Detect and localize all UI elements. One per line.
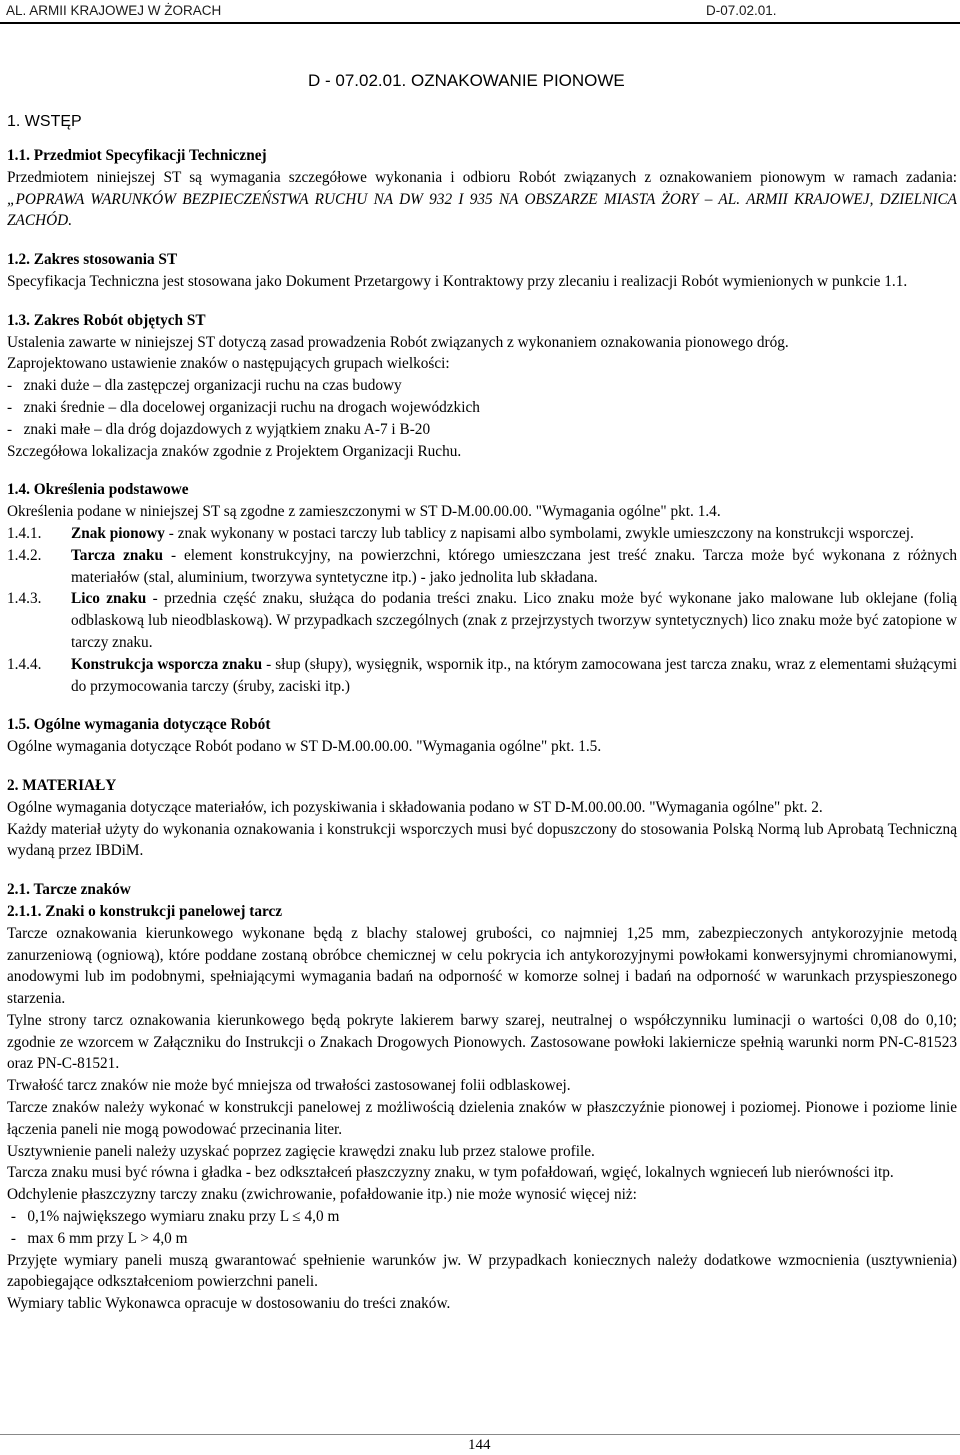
definition-number: 1.4.3. bbox=[7, 590, 42, 608]
definition-text: - przednia część znaku, służąca do podania treści znaku. Lico znaku może być wykonane jako malowane lub oklejane (folią odblaskową lub nieodblaskową). W przypadkach szczególnych (znak z przejrzystych tworzyw syntetycznych) lico znaku może być zatopione w tarczy znaku. bbox=[71, 590, 957, 651]
section-1-2-heading: 1.2. Zakres stosowania ST bbox=[7, 251, 178, 269]
definition-number: 1.4.2. bbox=[7, 546, 42, 564]
document-title: D - 07.02.01. OZNAKOWANIE PIONOWE bbox=[308, 71, 625, 90]
section-2-1-paragraph: Przyjęte wymiary paneli muszą gwarantować spełnienie warunków jw. W przypadkach koniecznych należy dodatkowe wzmocnienia (usztywnienia) zapobiegające odkształceniom powierzchni paneli. bbox=[7, 1251, 957, 1291]
section-2-1-paragraph: Tarcza znaku musi być równa i gładka - bez odkształceń płaszczyzny znaku, w tym pofałdowań, wgięć, lokalnych wgnieceń lub nierówności itp. bbox=[7, 1164, 894, 1182]
header-left: AL. ARMII KRAJOWEJ W ŻORACH bbox=[6, 3, 222, 18]
running-header bbox=[0, 0, 960, 22]
section-1-1-text bbox=[7, 167, 957, 232]
document-body bbox=[7, 145, 957, 1315]
section-2-paragraph: Każdy materiał użyty do wykonania oznakowania i konstrukcji wsporczych musi być dopuszczony do stosowania Polską Normą lub Aprobatą Techniczną wydaną przez IBDiM. bbox=[7, 820, 957, 860]
section-1-1-intro: Przedmiotem niniejszej ST są wymagania szczegółowe wykonania i odbioru Robót związanych z oznakowaniem pionowym w ramach zadania: bbox=[7, 168, 957, 186]
section-1-2-text: Specyfikacja Techniczna jest stosowana jako Dokument Przetargowy i Kontraktowy przy zlecaniu i realizacji Robót wymienionych w punkcie 1.1. bbox=[7, 272, 908, 290]
definition-term: Lico znaku bbox=[71, 590, 147, 608]
definition-item bbox=[7, 588, 957, 653]
section-1-1-heading: 1.1. Przedmiot Specyfikacji Technicznej bbox=[7, 147, 267, 164]
project-name: „POPRAWA WARUNKÓW BEZPIECZEŃSTWA RUCHU NA DW 932 I 935 NA OBSZARZE MIASTA ŻORY – AL. ARMII KRAJOWEJ, DZIELNICA ZACHÓD. bbox=[7, 190, 957, 230]
section-1-5-heading: 1.5. Ogólne wymagania dotyczące Robót bbox=[7, 716, 271, 734]
section-2-1-paragraph: Tarcze oznakowania kierunkowego wykonane będą z blachy stalowej grubości, co najmniej 1,25 mm, zabezpieczonych antykorozyjnie metodą zanurzeniową (ogniową), które poddane zostaną obróbce chemicznej w celu pokrycia ich antykorozyjnymi powłokami konwersyjnymi chromianowymi, anodowymi lub im podobnymi, spełniającymi wymagania badań na odporność w komorze solnej i badań na odporność w warunkach przyspieszonego starzenia. bbox=[7, 924, 957, 1008]
tolerance-bullet: - 0,1% największego wymiaru znaku przy L ≤ 4,0 m bbox=[7, 1208, 340, 1226]
definition-number: 1.4.4. bbox=[7, 655, 42, 673]
footer-rule bbox=[0, 1434, 960, 1435]
section-2-1-paragraph: Tarcze znaków należy wykonać w konstrukcji panelowej z możliwością dzielenia znaków w płaszczyźnie pionowej i poziomej. Pionowe i poziome linie łączenia paneli nie mogą powodować przecinania liter. bbox=[7, 1099, 957, 1138]
definition-text: - element konstrukcyjny, na powierzchni, którego umieszczana jest treść znaku. Tarcza może być wykonana z różnych materiałów (stal, aluminium, tworzywa syntetyczne itp.) - jako jednolita lub składana. bbox=[71, 546, 957, 586]
definition-text: - znak wykonany w postaci tarczy lub tablicy z napisami albo symbolami, zwykle umieszczony na konstrukcji wsporczej. bbox=[164, 524, 914, 542]
definition-item bbox=[7, 654, 957, 698]
section-2-heading: 2. MATERIAŁY bbox=[7, 776, 117, 794]
definition-number: 1.4.1. bbox=[7, 524, 42, 542]
header-right: D-07.02.01. bbox=[706, 3, 777, 18]
section-1-heading: 1. WSTĘP bbox=[7, 113, 82, 130]
section-2-paragraph: Ogólne wymagania dotyczące materiałów, ich pozyskiwania i składowania podano w ST D-M.00.00.00. "Wymagania ogólne" pkt. 2. bbox=[7, 798, 823, 816]
section-2-1-paragraph: Trwałość tarcz znaków nie może być mniejsza od trwałości zastosowanej folii odblaskowej. bbox=[7, 1077, 571, 1095]
definition-term: Znak pionowy bbox=[71, 524, 165, 542]
section-1-3-bullet: - znaki małe – dla dróg dojazdowych z wyjątkiem znaku A-7 i B-20 bbox=[7, 420, 431, 438]
section-2-1-paragraph: Wymiary tablic Wykonawca opracuje w dostosowaniu do treści znaków. bbox=[7, 1295, 451, 1313]
section-1-3-heading: 1.3. Zakres Robót objętych ST bbox=[7, 311, 206, 329]
definition-item bbox=[7, 523, 957, 545]
section-2-1-heading: 2.1. Tarcze znaków bbox=[7, 881, 131, 899]
definition-term: Tarcza znaku bbox=[71, 546, 164, 564]
section-1-3-line: Szczegółowa lokalizacja znaków zgodnie z Projektem Organizacji Ruchu. bbox=[7, 442, 462, 460]
section-1-3-line: Zaprojektowano ustawienie znaków o następujących grupach wielkości: bbox=[7, 355, 450, 373]
section-1-4-intro: Określenia podane w niniejszej ST są zgodne z zamieszczonymi w ST D-M.00.00.00. "Wymagania ogólne" pkt. 1.4. bbox=[7, 503, 721, 521]
definition-text: - słup (słupy), wysięgnik, wspornik itp., na którym zamocowana jest tarcza znaku, wraz z elementami służącymi do przymocowania tarczy (śruby, zaciski itp.) bbox=[71, 655, 957, 695]
tolerance-bullet: - max 6 mm przy L > 4,0 m bbox=[7, 1229, 188, 1247]
section-2-1-paragraph: Usztywnienie paneli należy uzyskać poprzez zagięcie krawędzi znaku lub przez stalowe profile. bbox=[7, 1142, 595, 1160]
definition-term: Konstrukcja wsporcza znaku bbox=[71, 655, 263, 673]
section-1-3-line: Ustalenia zawarte w niniejszej ST dotyczą zasad prowadzenia Robót związanych z wykonaniem oznakowania pionowego dróg. bbox=[7, 333, 789, 351]
section-1-3-bullet: - znaki duże – dla zastępczej organizacji ruchu na czas budowy bbox=[7, 377, 402, 395]
section-1-3-bullet: - znaki średnie – dla docelowej organizacji ruchu na drogach wojewódzkich bbox=[7, 398, 480, 416]
section-1-5-text: Ogólne wymagania dotyczące Robót podano w ST D-M.00.00.00. "Wymagania ogólne" pkt. 1.5. bbox=[7, 738, 602, 756]
section-2-1-1-heading: 2.1.1. Znaki o konstrukcji panelowej tarcz bbox=[7, 902, 283, 920]
section-2-1-paragraph: Odchylenie płaszczyzny tarczy znaku (zwichrowanie, pofałdowanie itp.) nie może wynosić więcej niż: bbox=[7, 1186, 637, 1204]
section-2-1-paragraph: Tylne strony tarcz oznakowania kierunkowego będą pokryte lakierem barwy szarej, neutralnej o współczynniku luminacji o wartości 0,08 do 0,10; zgodnie ze wzorcem w Załączniku do Instrukcji o Znakach Drogowych Pionowych. Zastosowane powłoki lakiernicze spełnią warunki norm PN-C-81523 oraz PN-C-81521. bbox=[7, 1011, 957, 1073]
definition-item bbox=[7, 545, 957, 589]
page-number: 144 bbox=[468, 1437, 491, 1453]
section-1-4-heading: 1.4. Określenia podstawowe bbox=[7, 481, 189, 499]
header-rule bbox=[0, 22, 960, 24]
